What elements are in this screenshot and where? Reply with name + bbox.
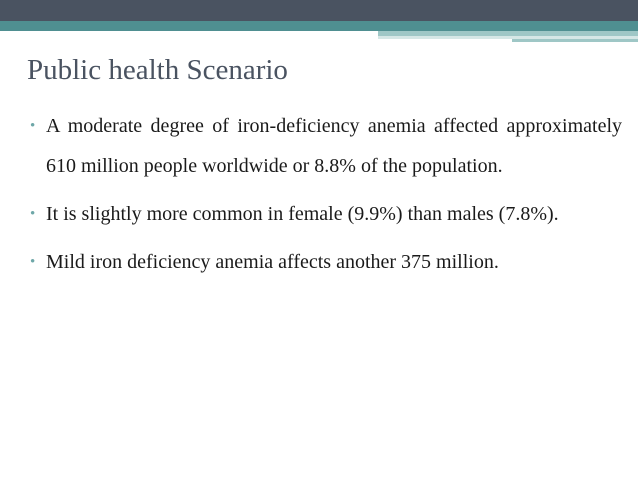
slide-title: Public health Scenario [27,54,288,86]
header-band-teal [0,21,638,31]
bullet-text: A moderate degree of iron-deficiency anemia affected approximately 610 million people worldwide or 8.8% of the population. [46,115,622,177]
bullet-item [30,194,622,234]
header-band-dark [0,0,638,21]
bullet-dot-icon: • [30,118,36,134]
bullet-item [30,242,622,282]
bullet-text: Mild iron deficiency anemia affects another 375 million. [46,251,499,273]
header-accent-stripe-short [512,39,638,42]
bullet-item [30,106,622,186]
bullet-list [30,106,622,290]
bullet-dot-icon: • [30,254,36,270]
bullet-text: It is slightly more common in female (9.9%) than males (7.8%). [46,203,559,225]
bullet-dot-icon: • [30,206,36,222]
